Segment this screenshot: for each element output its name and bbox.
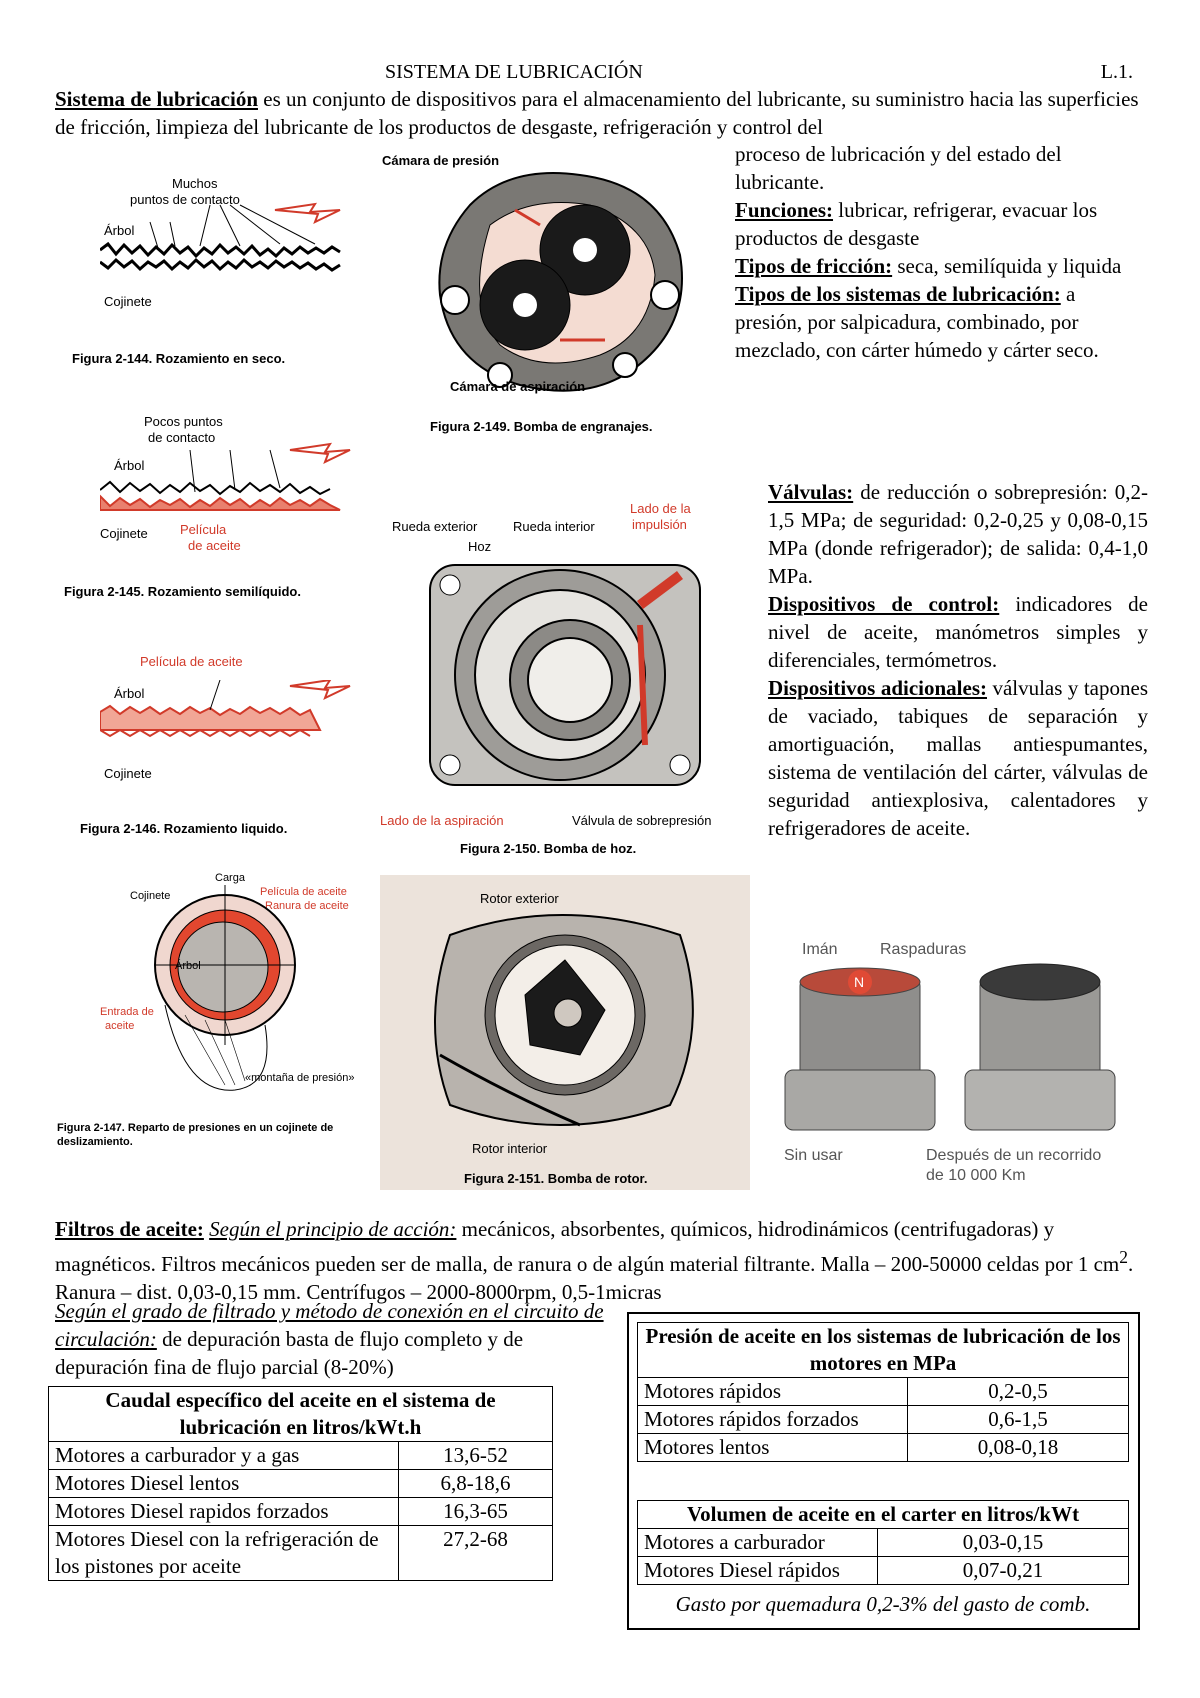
fig145-label-cojinete: Cojinete [100,526,148,541]
table-row [638,1529,1129,1557]
fig147-label-carga: Carga [215,872,245,884]
fig147-label-entrada: Entrada de [100,1006,154,1018]
right-column-top [735,140,1135,364]
fig147-label-pelicula: Película de aceite [260,886,347,898]
table-row [49,1470,553,1498]
control-text: indicadores de nivel de aceite, manómetros simples y diferenciales, termómetros. [768,592,1148,672]
table-cell: Motores Diesel lentos [49,1470,399,1498]
fig145-label-arbol: Árbol [114,458,145,473]
table-cell: Motores rápidos [638,1378,908,1406]
page-code: L.1. [1100,61,1133,83]
table-cell: Motores a carburador y a gas [49,1442,399,1470]
filters-label: Filtros de aceite: [55,1217,204,1241]
fig146-caption: Figura 2-146. Rozamiento liquido. [80,821,288,836]
figure-2-149 [380,145,730,465]
filters-sup: 2 [1119,1247,1128,1267]
plug-label-despues: Después de un recorrido [926,1147,1102,1164]
fig151-rotor-pump-drawing [420,905,710,1135]
fig147-caption-line1: Figura 2-147. Reparto de presiones en un cojinete de [57,1122,334,1134]
fig144-label-cojinete: Cojinete [104,294,152,309]
table-caudal-title: Caudal específico del aceite en el sistema de lubricación en litros/kWt.h [49,1387,553,1442]
table-cell: 0,2-0,5 [908,1378,1129,1406]
filters-grado-paragraph [55,1297,605,1381]
gasto-note: Gasto por quemadura 0,2-3% del gasto de comb. [675,1592,1091,1616]
fig146-label-pelicula: Película de aceite [140,654,243,669]
fig150-label-rueda-interior: Rueda interior [513,519,595,534]
fig149-caption: Figura 2-149. Bomba de engranajes. [430,419,653,434]
tipos-friccion-text: seca, semilíquida y liquida [892,254,1122,278]
plug-label-raspaduras: Raspaduras [880,941,967,958]
table-cell: Motores Diesel con la refrigeración de los pistones por aceite [49,1526,399,1581]
fig146-label-cojinete: Cojinete [104,766,152,781]
intro-continuation: proceso de lubricación y del estado del lubricante. [735,142,1062,194]
adicionales-text: válvulas y tapones de vaciado, tabiques de separación y amortiguación, mallas antiespumantes, sistema de ventilación del cárter, válvulas de seguridad antiexplosiva, calentadores y refrigeradores de aceite. [768,676,1148,840]
adicionales-label: Dispositivos adicionales: [768,676,987,700]
table-cell: Motores Diesel rapidos forzados [49,1498,399,1526]
table-volumen [637,1500,1129,1585]
table-presion [637,1322,1129,1462]
fig144-label-puntos: puntos de contacto [130,192,240,207]
table-row [49,1498,553,1526]
fig145-label-contacto: de contacto [148,430,216,445]
page-title: SISTEMA DE LUBRICACIÓN [385,61,643,83]
table-cell: 13,6-52 [399,1442,553,1470]
fig144-caption: Figura 2-144. Rozamiento en seco. [72,351,286,366]
figure-2-147 [55,860,385,1150]
filters-paragraph [55,1215,1155,1306]
page-header [55,58,1133,86]
table-cell: Motores lentos [638,1434,908,1462]
table-cell: Motores rápidos forzados [638,1406,908,1434]
filters-principio-text: mecánicos, absorbentes, químicos, hidrodinámicos (centrifugadoras) y magnéticos. Filtros mecánicos pueden ser de malla, de ranura o de algún material filtrante. Malla – 200-50000 celdas por 1 cm [55,1217,1120,1276]
fig147-label-aceite: aceite [105,1020,135,1032]
fig150-label-impulsion: impulsión [632,517,687,532]
fig147-label-montana: «montaña de presión» [245,1072,355,1084]
filters-rest: . Ranura – dist. 0,03-0,15 mm. Centrífugos – 2000-8000rpm, 0,5-1micras [55,1252,1134,1304]
fig146-surface-drawing [100,680,370,760]
fig145-label-pelicula: Película [180,522,227,537]
intro-text: es un conjunto de dispositivos para el almacenamiento del lubricante, su suministro hacia las superficies de fricción, limpieza del lubricante de los productos de desgaste, refrigeración y control del [55,87,1139,139]
fig147-caption-line2: deslizamiento. [57,1136,133,1148]
fig145-label-pocos: Pocos puntos [144,414,223,429]
table-row [638,1434,1129,1462]
plug-photo-drawing [780,960,1150,1140]
fig145-surface-drawing [100,440,370,530]
fig144-rough-surface-drawing [100,200,370,295]
fig147-label-ranura: Ranura de aceite [265,900,349,912]
tipos-sistemas-label: Tipos de los sistemas de lubricación: [735,282,1061,306]
table-cell: 16,3-65 [399,1498,553,1526]
table-caudal [48,1386,553,1581]
table-cell: 27,2-68 [399,1526,553,1581]
fig151-label-rotor-interior: Rotor interior [472,1141,548,1156]
figure-2-144 [60,150,370,370]
fig151-caption: Figura 2-151. Bomba de rotor. [464,1171,648,1186]
filters-grado-text: de depuración basta de flujo completo y de depuración fina de flujo parcial (8-20%) [55,1327,524,1379]
table-cell: 0,08-0,18 [908,1434,1129,1462]
figure-2-145 [60,400,380,600]
fig149-label-camara-presion: Cámara de presión [382,153,500,168]
table-cell: Motores Diesel rápidos [638,1557,878,1585]
plug-magnet-n: N [854,974,865,990]
table-presion-title: Presión de aceite en los sistemas de lubricación de los motores en MPa [638,1323,1129,1378]
fig147-label-cojinete: Cojinete [130,890,171,902]
table-cell: 0,03-0,15 [878,1529,1129,1557]
fig150-label-valvula: Válvula de sobrepresión [572,813,712,828]
funciones-label: Funciones: [735,198,834,222]
fig150-label-lado-impulsion: Lado de la [630,501,691,516]
fig149-label-camara-aspiracion: Cámara de aspiración [450,379,586,394]
right-column-middle [768,478,1148,842]
table-row [49,1526,553,1581]
tipos-friccion-label: Tipos de fricción: [735,254,893,278]
fig150-crescent-pump-drawing [420,545,720,815]
table-row [638,1557,1129,1585]
plug-label-km: de 10 000 Km [926,1167,1026,1184]
magnetic-drain-plug-photo [780,930,1160,1190]
table-cell: 0,07-0,21 [878,1557,1129,1585]
valvulas-text: de reducción o sobrepresión: 0,2-1,5 MPa; de seguridad: 0,2-0,25 y 0,08-0,15 MPa (donde refrigerador); de salida: 0,4-1,0 MPa. [768,480,1148,588]
fig144-label-muchos: Muchos [172,176,218,191]
fig150-label-rueda-exterior: Rueda exterior [392,519,478,534]
figure-2-146 [60,640,380,840]
fig145-caption: Figura 2-145. Rozamiento semilíquido. [64,584,301,599]
funciones-text: lubricar, refrigerar, evacuar los productos de desgaste [735,198,1098,250]
plug-label-iman: Imán [802,941,838,958]
fig149-gear-pump-drawing [430,165,690,405]
filters-grado-label: Según el grado de filtrado y método de conexión en el circuito de circulación: [55,1299,604,1351]
figure-2-151 [380,875,750,1190]
valvulas-label: Válvulas: [768,480,854,504]
fig144-label-arbol: Árbol [104,223,135,238]
intro-term: Sistema de lubricación [55,87,258,111]
table-cell: Motores a carburador [638,1529,878,1557]
filters-principio-label: Según el principio de acción: [209,1217,457,1241]
fig147-label-arbol: Árbol [175,960,201,972]
fig150-caption: Figura 2-150. Bomba de hoz. [460,841,637,856]
fig150-label-hoz: Hoz [468,539,492,554]
fig146-label-arbol: Árbol [114,686,145,701]
tipos-sistemas-text: a presión, por salpicadura, combinado, por mezclado, con cárter húmedo y cárter seco. [735,282,1099,362]
fig151-label-rotor-exterior: Rotor exterior [480,891,559,906]
fig145-label-aceite: de aceite [188,538,241,553]
plug-label-sin-usar: Sin usar [784,1147,843,1164]
table-row [638,1406,1129,1434]
table-cell: 0,6-1,5 [908,1406,1129,1434]
control-label: Dispositivos de control: [768,592,1000,616]
table-volumen-title: Volumen de aceite en el carter en litros/kWt [638,1501,1129,1529]
figure-2-150 [380,495,750,855]
table-row [638,1378,1129,1406]
fig150-label-lado-aspiracion: Lado de la aspiración [380,813,504,828]
table-row [49,1442,553,1470]
table-cell: 6,8-18,6 [399,1470,553,1498]
intro-paragraph [55,85,1153,141]
